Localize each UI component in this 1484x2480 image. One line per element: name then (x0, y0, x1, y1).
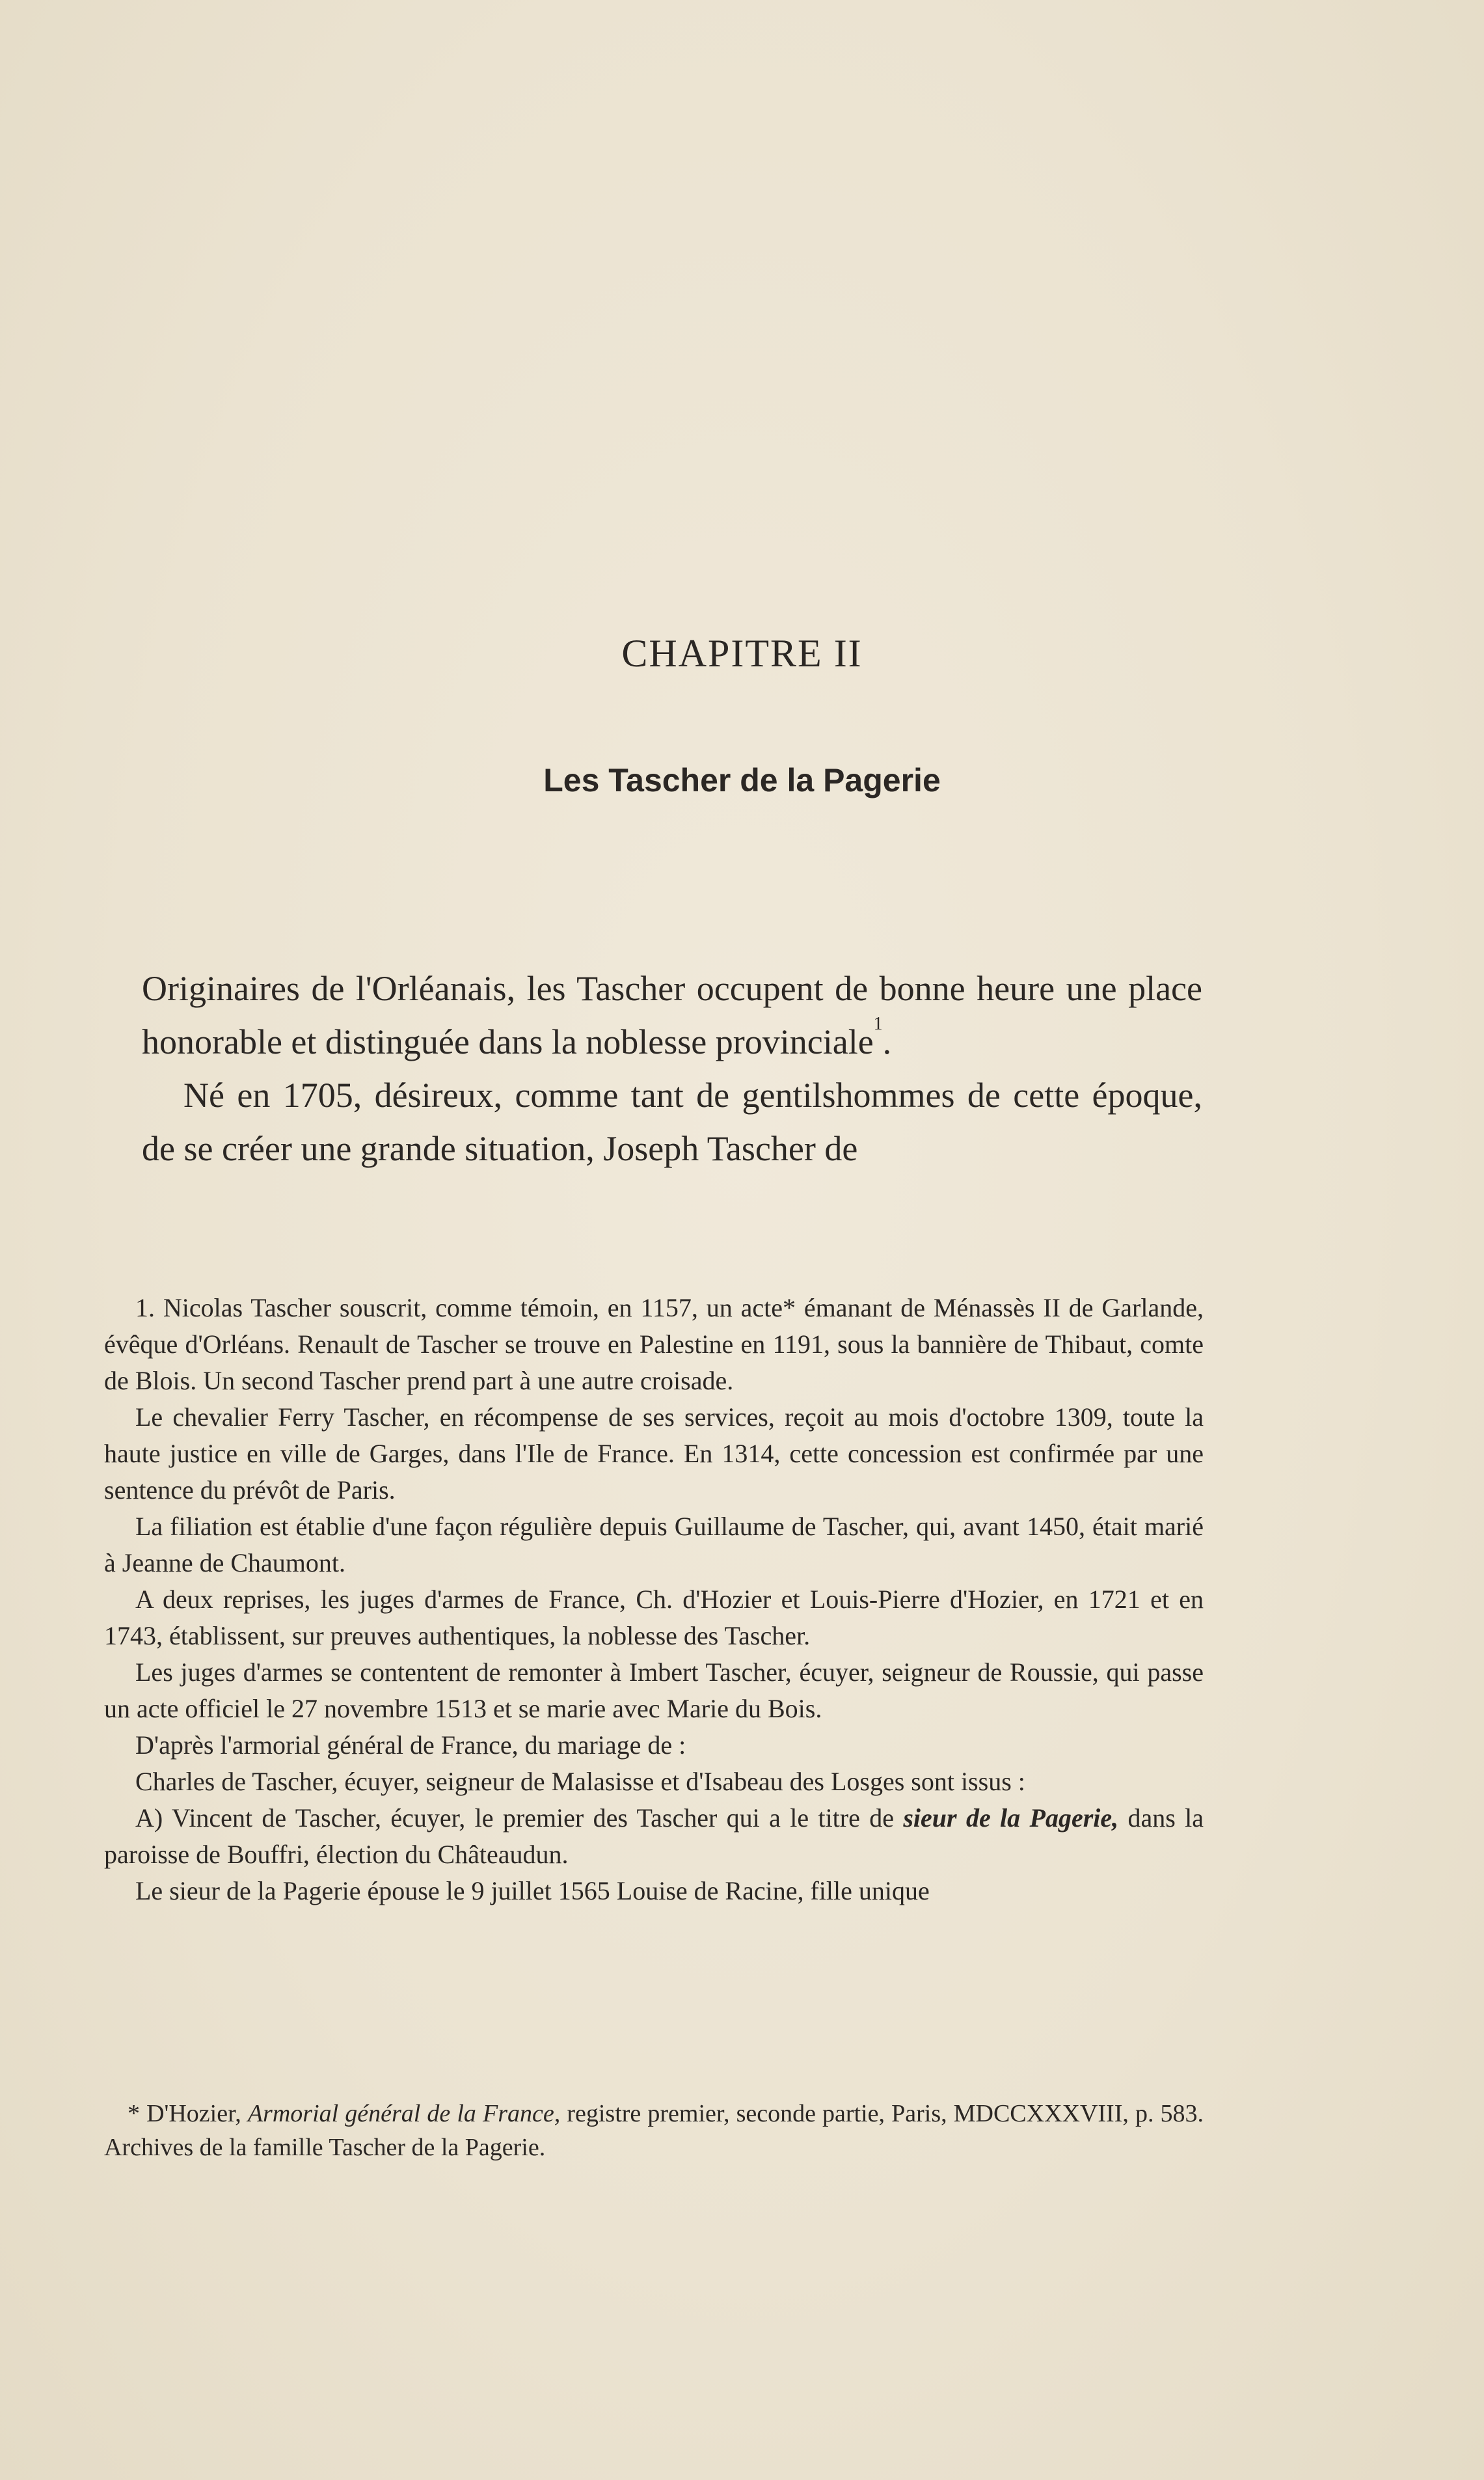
footnote-paragraph: Le chevalier Ferry Tascher, en récompense de ses services, reçoit au mois d'octobre 1309, toute la haute justice en ville de Garges, dans l'Ile de France. En 1314, cette concession est confirmée par une sentence du prévôt de Paris. (104, 1402, 1204, 1505)
footnote-paragraph: A deux reprises, les juges d'armes de France, Ch. d'Hozier et Louis-Pierre d'Hozier, en 1721 et en 1743, établissent, sur preuves authentiques, la noblesse des Tascher. (104, 1585, 1204, 1650)
paragraph-2: Né en 1705, désireux, comme tant de gentilshommes de cette époque, de se créer une grande situation, Joseph Tascher de (142, 1076, 1202, 1168)
chapter-title: Les Tascher de la Pagerie (543, 762, 941, 798)
footnote-1: 1. Nicolas Tascher souscrit, comme témoin, en 1157, un acte* émanant de Ménassès II de Garlande, évêque d'Orléans. Renault de Tascher se trouve en Palestine en 1191, sous la bannière de Thibaut, comte de Blois. Un second Tascher prend part à une autre croisade. (104, 1293, 1204, 1395)
paragraph-1 (142, 962, 1202, 1069)
footnote-paragraph: Charles de Tascher, écuyer, seigneur de Malasisse et d'Isabeau des Losges sont issus : (135, 1767, 1025, 1796)
footnote-paragraph: Les juges d'armes se contentent de remonter à Imbert Tascher, écuyer, seigneur de Roussie, qui passe un acte officiel le 27 novembre 1513 et se marie avec Marie du Bois. (104, 1657, 1204, 1723)
chapter-number: CHAPITRE II (621, 632, 863, 675)
footnote-paragraph: Le sieur de la Pagerie épouse le 9 juillet 1565 Louise de Racine, fille unique (135, 1876, 930, 1905)
footnote-emphasis: sieur de la Pagerie, (903, 1803, 1119, 1833)
source-citation (104, 2097, 1204, 2164)
footnote-paragraph: D'après l'armorial général de France, du mariage de : (135, 1730, 686, 1760)
footnote-paragraph (104, 1800, 1204, 1873)
citation-title: Armorial général de la France, (247, 2100, 561, 2127)
citation-details: registre premier, seconde partie, Paris, MDCCXXXVIII, p. 583. Archives de la famille Tascher de la Pagerie. (104, 2100, 1204, 2161)
source-footnote (104, 2097, 1204, 2164)
footnote-paragraph: La filiation est établie d'une façon régulière depuis Guillaume de Tascher, qui, avant 1450, était marié à Jeanne de Chaumont. (104, 1512, 1204, 1577)
footnote-text: dans la paroisse de Bouffri, élection du Châteaudun. (104, 1803, 1204, 1869)
paragraph-1-end: . (882, 1022, 892, 1061)
footnote-text: A) Vincent de Tascher, écuyer, le premier des Tascher qui a le titre de (135, 1803, 894, 1833)
paragraph-1-text: Originaires de l'Orléanais, les Tascher occupent de bonne heure une place honorable et distinguée dans la noblesse provinciale (142, 969, 1202, 1061)
footnotes (104, 1290, 1204, 1909)
citation-author: * D'Hozier, (128, 2100, 241, 2127)
main-text (142, 962, 1202, 1175)
footnote-reference: 1 (873, 1014, 883, 1034)
